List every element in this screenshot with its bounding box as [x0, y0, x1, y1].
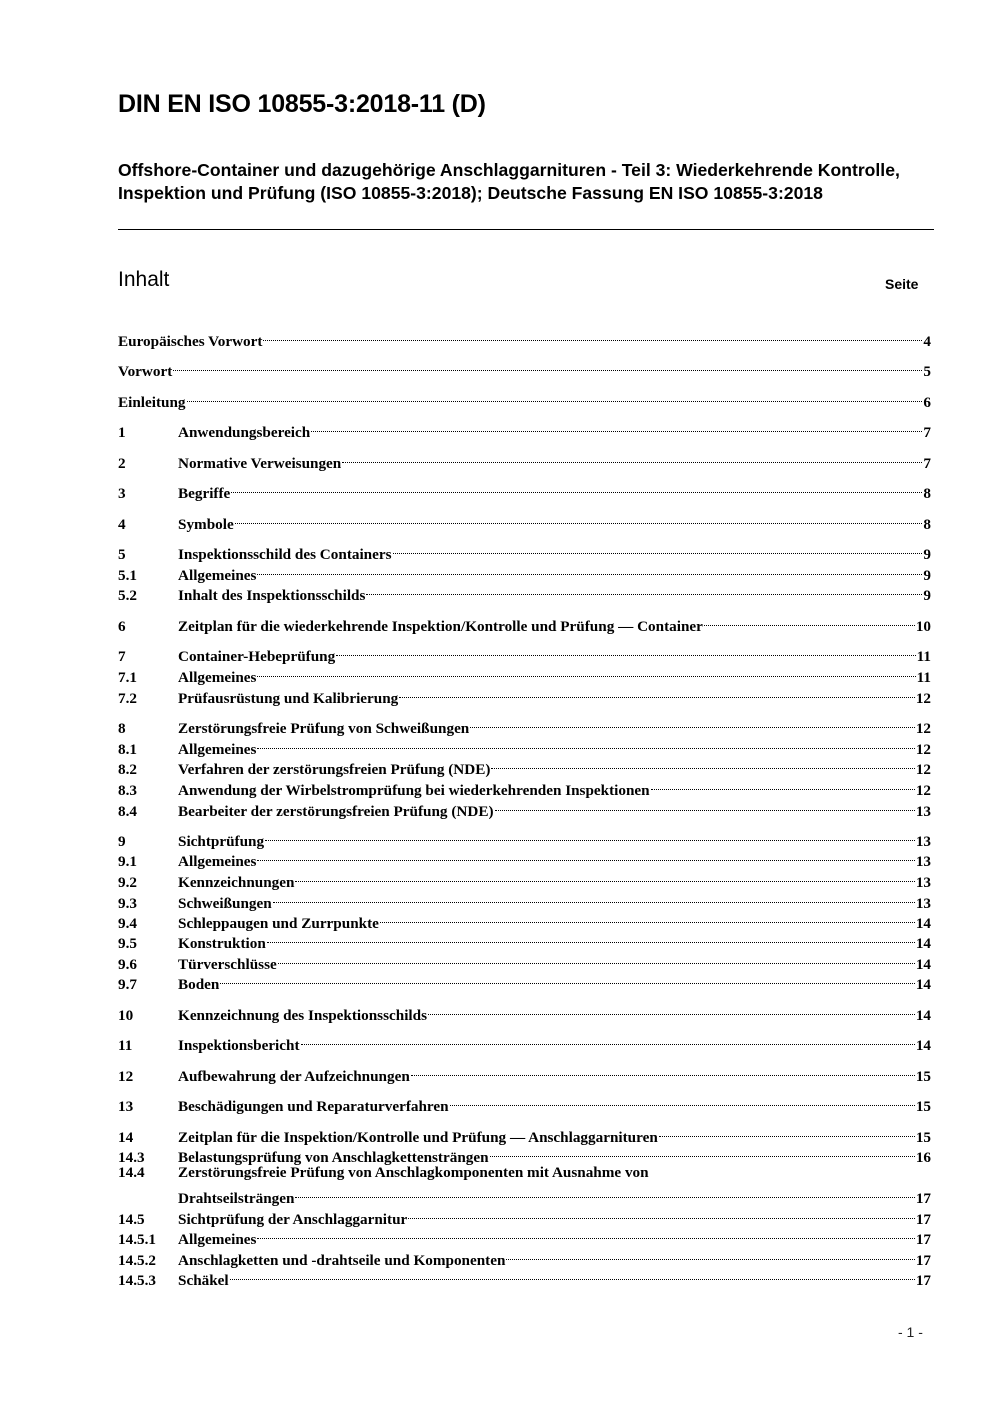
toc-entry[interactable]	[118, 326, 931, 350]
toc-leader-dots	[311, 417, 922, 437]
toc-leader-dots	[366, 580, 922, 600]
toc-entry[interactable]	[118, 888, 931, 912]
toc-leader-dots	[704, 611, 915, 631]
toc-entry-number: 7.1	[118, 669, 137, 686]
toc-entry-number: 9	[118, 833, 126, 850]
toc-entry[interactable]	[118, 580, 931, 604]
toc-entry[interactable]	[118, 478, 931, 502]
toc-entry-page: 17	[915, 1190, 931, 1207]
toc-entry-title: Europäisches Vorwort	[118, 333, 263, 350]
toc-leader-dots	[491, 754, 914, 774]
toc-entry-page: 9	[923, 567, 931, 584]
toc-entry-title: Begriffe	[178, 485, 231, 502]
toc-entry-title: Anschlagketten und -drahtseile und Komponenten	[178, 1252, 506, 1269]
toc-entry-number: 14	[118, 1129, 134, 1146]
toc-entry-page: 12	[915, 761, 931, 778]
toc-entry-number: 14.5	[118, 1211, 145, 1228]
toc-entry[interactable]	[118, 539, 931, 563]
toc-entry-title: Allgemeines	[178, 741, 257, 758]
page-column-label: Seite	[885, 276, 919, 292]
toc-entry-title: Verfahren der zerstörungsfreien Prüfung (NDE)	[178, 761, 491, 778]
toc-entry-title: Zeitplan für die wiederkehrende Inspektion/Kontrolle und Prüfung — Container	[178, 618, 703, 635]
toc-entry[interactable]	[118, 683, 931, 707]
toc-entry-number: 9.4	[118, 915, 137, 932]
toc-entry-page: 16	[915, 1149, 931, 1166]
toc-entry-number: 14.3	[118, 1149, 145, 1166]
toc-entry[interactable]	[118, 867, 931, 891]
toc-entry-title: Allgemeines	[178, 669, 257, 686]
toc-entry-page: 12	[915, 782, 931, 799]
toc-leader-dots	[273, 888, 915, 908]
toc-entry-number: 13	[118, 1098, 134, 1115]
toc-entry-title: Anwendungsbereich	[178, 424, 311, 441]
toc-leader-dots	[187, 387, 923, 407]
toc-entry-number: 8	[118, 720, 126, 737]
toc-entry-title-continuation: Drahtseilsträngen	[178, 1190, 295, 1207]
toc-entry-number: 7.2	[118, 690, 137, 707]
toc-entry-number: 14.5.1	[118, 1231, 156, 1248]
toc-entry-title: Schäkel	[178, 1272, 229, 1289]
toc-entry[interactable]	[118, 641, 931, 665]
toc-leader-dots	[399, 683, 915, 703]
toc-entry-page: 17	[915, 1231, 931, 1248]
toc-entry-title: Allgemeines	[178, 1231, 257, 1248]
toc-entry-title: Container-Hebeprüfung	[178, 648, 336, 665]
toc-leader-dots	[490, 1142, 915, 1162]
toc-entry-title: Inspektionsschild des Containers	[178, 546, 392, 563]
toc-leader-dots	[301, 1030, 915, 1050]
toc-entry-page: 5	[923, 363, 931, 380]
toc-leader-dots	[267, 928, 915, 948]
toc-entry-page: 9	[923, 587, 931, 604]
toc-entry-continuation[interactable]	[118, 1183, 931, 1207]
toc-leader-dots	[220, 969, 914, 989]
toc-entry-number: 9.2	[118, 874, 137, 891]
toc-entry[interactable]	[118, 1163, 931, 1183]
toc-entry[interactable]	[118, 1265, 931, 1289]
toc-entry-number: 14.5.2	[118, 1252, 156, 1269]
toc-entry-number: 5.2	[118, 587, 137, 604]
toc-entry-title: Kennzeichnungen	[178, 874, 295, 891]
toc-leader-dots	[506, 1245, 914, 1265]
toc-entry-page: 7	[923, 424, 931, 441]
toc-leader-dots	[428, 1000, 915, 1020]
toc-entry-title: Allgemeines	[178, 567, 257, 584]
toc-entry-number: 8.1	[118, 741, 137, 758]
toc-entry-page: 14	[915, 1037, 931, 1054]
toc-leader-dots	[295, 867, 914, 887]
toc-leader-dots	[235, 509, 923, 529]
toc-entry-page: 13	[915, 874, 931, 891]
toc-entry-page: 17	[915, 1211, 931, 1228]
toc-entry-title: Prüfausrüstung und Kalibrierung	[178, 690, 399, 707]
toc-entry-page: 17	[915, 1272, 931, 1289]
toc-entry[interactable]	[118, 356, 931, 380]
toc-entry-page: 15	[915, 1098, 931, 1115]
toc-entry-page: 13	[915, 853, 931, 870]
toc-entry-page: 11	[916, 648, 931, 665]
toc-leader-dots	[495, 796, 915, 816]
toc-leader-dots	[257, 734, 914, 754]
toc-leader-dots	[257, 560, 922, 580]
toc-leader-dots	[230, 1265, 915, 1285]
toc-entry[interactable]	[118, 796, 931, 820]
toc-entry[interactable]	[118, 908, 931, 932]
toc-entry-number: 3	[118, 485, 126, 502]
toc-entry-page: 13	[915, 895, 931, 912]
toc-entry[interactable]	[118, 1000, 931, 1024]
toc-leader-dots	[393, 539, 923, 559]
toc-entry[interactable]	[118, 1204, 931, 1228]
toc-entry-page: 11	[916, 669, 931, 686]
toc-leader-dots	[659, 1122, 915, 1142]
toc-entry-page: 7	[923, 455, 931, 472]
toc-entry-number: 9.1	[118, 853, 137, 870]
toc-entry[interactable]	[118, 775, 931, 799]
toc-entry-title: Sichtprüfung der Anschlaggarnitur	[178, 1211, 408, 1228]
toc-entry-number: 7	[118, 648, 126, 665]
toc-entry-page: 14	[915, 976, 931, 993]
toc-entry-title: Normative Verweisungen	[178, 455, 342, 472]
toc-entry-title: Sichtprüfung	[178, 833, 265, 850]
toc-entry-page: 9	[923, 546, 931, 563]
toc-entry-title: Boden	[178, 976, 220, 993]
toc-entry-page: 8	[923, 516, 931, 533]
toc-leader-dots	[450, 1091, 915, 1111]
toc-entry-title: Bearbeiter der zerstörungsfreien Prüfung (NDE)	[178, 803, 494, 820]
toc-entry-number: 2	[118, 455, 126, 472]
title-divider	[118, 229, 934, 230]
toc-entry[interactable]	[118, 1224, 931, 1248]
toc-entry-title: Zeitplan für die Inspektion/Kontrolle und Prüfung — Anschlaggarnituren	[178, 1129, 658, 1146]
toc-entry[interactable]	[118, 560, 931, 584]
toc-leader-dots	[380, 908, 915, 928]
toc-entry-title: Beschädigungen und Reparaturverfahren	[178, 1098, 449, 1115]
toc-entry-number: 9.3	[118, 895, 137, 912]
toc-leader-dots	[257, 662, 915, 682]
toc-entry-title: Türverschlüsse	[178, 956, 277, 973]
toc-entry-title: Aufbewahrung der Aufzeichnungen	[178, 1068, 410, 1085]
toc-entry-page: 13	[915, 803, 931, 820]
toc-entry-page: 14	[915, 935, 931, 952]
document-title: DIN EN ISO 10855-3:2018-11 (D)	[118, 90, 486, 118]
toc-leader-dots	[278, 949, 915, 969]
toc-entry-title: Inhalt des Inspektionsschilds	[178, 587, 366, 604]
toc-entry[interactable]	[118, 734, 931, 758]
toc-entry-number: 10	[118, 1007, 134, 1024]
toc-entry[interactable]	[118, 1030, 931, 1054]
toc-leader-dots	[408, 1204, 915, 1224]
toc-entry[interactable]	[118, 826, 931, 850]
toc-entry[interactable]	[118, 417, 931, 441]
toc-heading: Inhalt	[118, 268, 170, 291]
toc-entry-page: 15	[915, 1129, 931, 1146]
toc-entry-title: Einleitung	[118, 394, 186, 411]
toc-entry-page: 17	[915, 1252, 931, 1269]
toc-leader-dots	[411, 1061, 915, 1081]
toc-entry-page: 12	[915, 690, 931, 707]
toc-entry-title: Zerstörungsfreie Prüfung von Schweißungen	[178, 720, 470, 737]
toc-entry-number: 9.7	[118, 976, 137, 993]
toc-entry[interactable]	[118, 846, 931, 870]
toc-entry[interactable]	[118, 611, 931, 635]
toc-entry-title: Schleppaugen und Zurrpunkte	[178, 915, 379, 932]
toc-entry[interactable]	[118, 713, 931, 737]
toc-entry[interactable]	[118, 754, 931, 778]
toc-entry[interactable]	[118, 1061, 931, 1085]
toc-entry-number: 14.4	[118, 1164, 145, 1181]
toc-entry-title: Allgemeines	[178, 853, 257, 870]
toc-entry-number: 8.4	[118, 803, 137, 820]
toc-leader-dots	[173, 356, 922, 376]
toc-entry[interactable]	[118, 387, 931, 411]
toc-entry-title: Inspektionsbericht	[178, 1037, 300, 1054]
toc-entry-page: 14	[915, 915, 931, 932]
toc-entry-number: 9.6	[118, 956, 137, 973]
toc-entry-title: Anwendung der Wirbelstromprüfung bei wiederkehrenden Inspektionen	[178, 782, 650, 799]
toc-entry-title: Schweißungen	[178, 895, 272, 912]
toc-entry[interactable]	[118, 1245, 931, 1269]
toc-entry[interactable]	[118, 662, 931, 686]
toc-entry[interactable]	[118, 509, 931, 533]
toc-entry-number: 14.5.3	[118, 1272, 156, 1289]
toc-entry[interactable]	[118, 928, 931, 952]
toc-entry-title: Belastungsprüfung von Anschlagkettensträngen	[178, 1149, 489, 1166]
toc-entry-number: 12	[118, 1068, 134, 1085]
toc-entry-title: Zerstörungsfreie Prüfung von Anschlagkomponenten mit Ausnahme von	[178, 1164, 649, 1181]
toc-leader-dots	[651, 775, 915, 795]
document-subtitle: Offshore-Container und dazugehörige Anschlaggarnituren - Teil 3: Wiederkehrende Kontrolle, Inspektion und Prüfung (ISO 10855-3:2018); Deutsche Fassung EN ISO 10855-3:2018	[118, 160, 900, 203]
toc-leader-dots	[231, 478, 922, 498]
toc-entry-number: 8.3	[118, 782, 137, 799]
toc-entry[interactable]	[118, 448, 931, 472]
toc-entry-page: 8	[923, 485, 931, 502]
toc-entry-title: Symbole	[178, 516, 234, 533]
toc-entry-title: Vorwort	[118, 363, 173, 380]
toc-entry-number: 6	[118, 618, 126, 635]
toc-entry-number: 5	[118, 546, 126, 563]
toc-leader-dots	[336, 641, 915, 661]
toc-entry-number: 1	[118, 424, 126, 441]
toc-entry-page: 12	[915, 720, 931, 737]
toc-entry-number: 9.5	[118, 935, 137, 952]
toc-entry-title: Kennzeichnung des Inspektionsschilds	[178, 1007, 427, 1024]
toc-entry-page: 13	[915, 833, 931, 850]
toc-leader-dots	[470, 713, 915, 733]
toc-entry[interactable]	[118, 969, 931, 993]
toc-entry-title: Konstruktion	[178, 935, 266, 952]
toc-entry-number: 11	[118, 1037, 133, 1054]
toc-leader-dots	[257, 846, 914, 866]
toc-leader-dots	[263, 326, 922, 346]
toc-entry-page: 14	[915, 956, 931, 973]
toc-entry-number: 8.2	[118, 761, 137, 778]
toc-leader-dots	[257, 1224, 914, 1244]
toc-entry[interactable]	[118, 949, 931, 973]
toc-entry[interactable]	[118, 1142, 931, 1166]
toc-entry-page: 10	[915, 618, 931, 635]
page-number: - 1 -	[898, 1324, 923, 1340]
toc-leader-dots	[265, 826, 915, 846]
toc-entry-page: 4	[923, 333, 931, 350]
toc-entry-number: 4	[118, 516, 126, 533]
toc-leader-dots	[342, 448, 922, 468]
toc-entry-page: 6	[923, 394, 931, 411]
toc-entry-page: 14	[915, 1007, 931, 1024]
toc-entry-page: 15	[915, 1068, 931, 1085]
toc-entry[interactable]	[118, 1091, 931, 1115]
toc-entry-number: 5.1	[118, 567, 137, 584]
toc-entry[interactable]	[118, 1122, 931, 1146]
toc-leader-dots	[295, 1183, 914, 1203]
toc-entry-page: 12	[915, 741, 931, 758]
